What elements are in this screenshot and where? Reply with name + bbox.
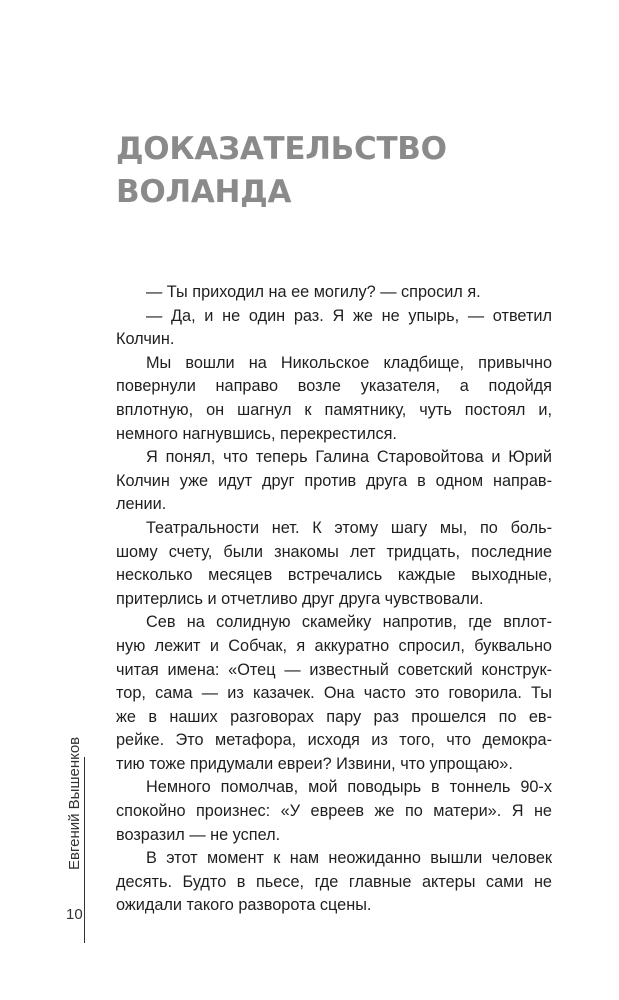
text-line: ожидали такого разворота сцены. xyxy=(116,896,372,915)
text-line: рейке. Это метафора, исходя из того, что демокра- xyxy=(116,731,552,750)
text-line: ную лежит и Собчак, я аккуратно спросил, буквально xyxy=(116,636,552,655)
text-line: повернули направо возле указателя, а подойдя xyxy=(116,377,552,396)
text-line: Колчин уже идут друг против друга в одном направ- xyxy=(116,471,552,490)
text-line: Сев на солидную скамейку напротив, где вплот- xyxy=(146,613,552,632)
running-head-author: Евгений Вышенков xyxy=(66,736,83,870)
text-line: тор, сама — из казачек. Она часто это говорила. Ты xyxy=(116,684,552,703)
text-line: же в наших разговорах пару раз прошелся по ев- xyxy=(116,707,552,726)
text-line: читая имена: «Отец — известный советский конструк- xyxy=(116,660,552,679)
text-line: несколько месяцев встречались каждые выходные, xyxy=(116,566,552,585)
text-line: Мы вошли на Никольское кладбище, привычно xyxy=(146,353,552,372)
text-line: Я понял, что теперь Галина Старовойтова и Юрий xyxy=(146,448,552,467)
text-line: шому счету, были знакомы лет тридцать, последние xyxy=(116,542,552,561)
text-line: Колчин. xyxy=(116,330,175,349)
text-line: притерлись и отчетливо друг друга чувствовали. xyxy=(116,589,484,608)
text-line: — Ты приходил на ее могилу? — спросил я. xyxy=(146,283,481,301)
text-line: вплотную, он шагнул к памятнику, чуть постоял и, xyxy=(116,400,552,419)
text-line: десять. Будто в пьесе, где главные актеры сами не xyxy=(116,872,552,891)
text-line: Немного помолчав, мой поводырь в тоннель 90-х xyxy=(146,778,552,797)
page-number: 10 xyxy=(66,906,83,923)
text-line: спокойно произнес: «У евреев же по матери». Я не xyxy=(116,802,552,821)
text-line: тию тоже придумали евреи? Извини, что упрощаю». xyxy=(116,754,513,773)
text-line: Театральности нет. К этому шагу мы, по боль- xyxy=(146,518,552,537)
chapter-title-line: ДОКАЗАТЕЛЬСТВО xyxy=(116,131,447,167)
chapter-title-line: ВОЛАНДА xyxy=(116,174,292,210)
text-line: лении. xyxy=(116,495,167,514)
text-line: возразил — не успел. xyxy=(116,825,281,844)
text-line: — Да, и не один раз. Я же не упырь, — ответил xyxy=(146,306,552,325)
chapter-body xyxy=(116,281,552,918)
text-line: немного нагнувшись, перекрестился. xyxy=(116,424,397,443)
chapter-title xyxy=(116,128,576,214)
margin-divider xyxy=(84,757,85,943)
text-line: В этот момент к нам неожиданно вышли человек xyxy=(146,849,552,868)
